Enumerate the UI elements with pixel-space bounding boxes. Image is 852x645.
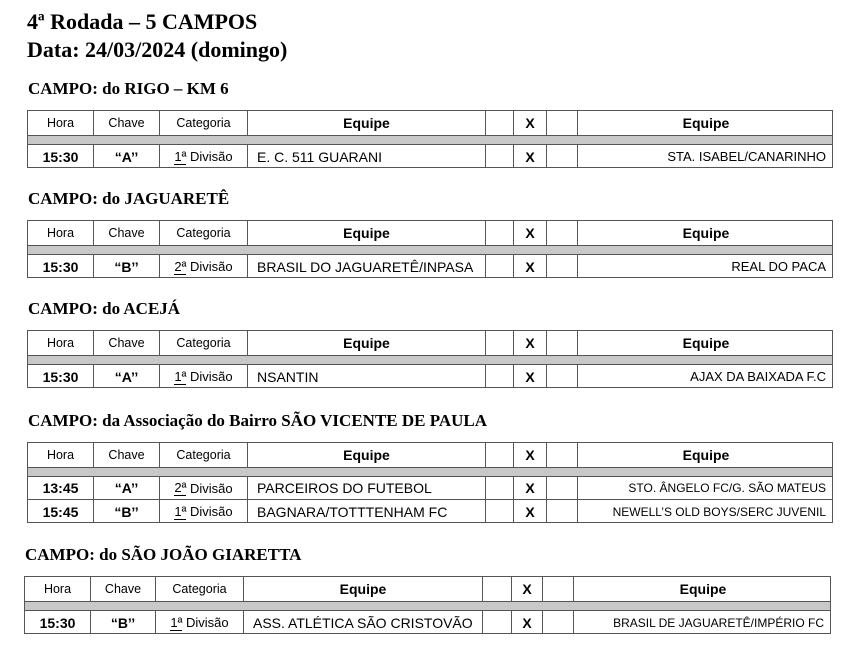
separator-band xyxy=(28,245,832,255)
away-team: AJAX DA BAIXADA F.C xyxy=(690,369,826,384)
col-categoria-header: Categoria xyxy=(160,331,248,355)
col-equipe-header: Equipe xyxy=(248,111,486,135)
separator-band xyxy=(25,601,830,611)
match-category xyxy=(160,477,248,499)
away-score xyxy=(543,611,574,634)
col-categoria-header: Categoria xyxy=(160,221,248,245)
match-row xyxy=(28,500,832,523)
col-hora-header: Hora xyxy=(28,111,94,135)
match-group: “A’’ xyxy=(94,477,160,499)
match-row xyxy=(28,365,832,388)
home-score xyxy=(486,500,514,523)
home-score xyxy=(486,365,514,388)
category-division: Divisão xyxy=(190,504,233,519)
match-group: “B’’ xyxy=(94,255,160,278)
score-home-header xyxy=(486,331,514,355)
category-number: 1ª xyxy=(170,614,183,630)
separator-band xyxy=(28,135,832,145)
header-row xyxy=(28,331,832,355)
away-team: NEWELL’S OLD BOYS/SERC JUVENIL xyxy=(612,504,826,519)
col-equipe-header: Equipe xyxy=(248,221,486,245)
match-category xyxy=(160,365,248,388)
score-away-header xyxy=(543,577,574,601)
match-time: 15:30 xyxy=(28,255,94,278)
col-equipe2-header: Equipe xyxy=(682,115,730,131)
score-away-header xyxy=(547,331,578,355)
versus-mark: X xyxy=(514,255,547,278)
campo-title: CAMPO: do JAGUARETÊ xyxy=(28,189,230,208)
versus-mark: X xyxy=(514,365,547,388)
away-score xyxy=(547,145,578,168)
match-time: 13:45 xyxy=(28,477,94,499)
versus-mark: X xyxy=(514,500,547,523)
match-table xyxy=(27,110,833,168)
score-home-header xyxy=(486,111,514,135)
versus-mark: X xyxy=(514,477,547,499)
match-row xyxy=(28,255,832,278)
match-time: 15:45 xyxy=(28,500,94,523)
home-team: BAGNARA/TOTTTENHAM FC xyxy=(248,500,486,523)
col-categoria-header: Categoria xyxy=(156,577,244,601)
match-group: “A’’ xyxy=(94,145,160,168)
col-equipe2-header: Equipe xyxy=(682,447,730,463)
col-x-header: X xyxy=(514,111,547,135)
col-equipe2-header: Equipe xyxy=(679,581,727,597)
score-away-header xyxy=(547,443,578,467)
away-team: BRASIL DE JAGUARETÊ/IMPÉRIO FC xyxy=(613,615,824,630)
match-category xyxy=(156,611,244,634)
score-home-header xyxy=(483,577,512,601)
match-category xyxy=(160,145,248,168)
col-x-header: X xyxy=(512,577,543,601)
col-equipe-header: Equipe xyxy=(248,331,486,355)
home-score xyxy=(486,145,514,168)
match-group: “A’’ xyxy=(94,365,160,388)
home-team: ASS. ATLÉTICA SÃO CRISTOVÃO xyxy=(244,611,483,634)
col-x-header: X xyxy=(514,331,547,355)
match-row xyxy=(28,145,832,168)
separator-band xyxy=(28,467,832,477)
match-group: “B’’ xyxy=(91,611,156,634)
match-category xyxy=(160,255,248,278)
match-row xyxy=(25,611,830,634)
versus-mark: X xyxy=(514,145,547,168)
campo-title: CAMPO: do RIGO – KM 6 xyxy=(28,79,229,98)
match-group: “B’’ xyxy=(94,500,160,523)
col-x-header: X xyxy=(514,221,547,245)
col-equipe-header: Equipe xyxy=(244,577,483,601)
category-number: 1ª xyxy=(174,368,187,384)
home-team: E. C. 511 GUARANI xyxy=(248,145,486,168)
versus-mark: X xyxy=(512,611,543,634)
campo-title: CAMPO: do SÃO JOÃO GIARETTA xyxy=(25,545,302,564)
col-chave-header: Chave xyxy=(94,111,160,135)
campo-title: CAMPO: do ACEJÁ xyxy=(28,299,181,318)
match-table xyxy=(27,220,833,278)
col-hora-header: Hora xyxy=(28,443,94,467)
col-chave-header: Chave xyxy=(94,443,160,467)
home-team: NSANTIN xyxy=(248,365,486,388)
col-hora-header: Hora xyxy=(25,577,91,601)
category-number: 1ª xyxy=(174,148,187,164)
col-equipe2-header: Equipe xyxy=(682,225,730,241)
match-time: 15:30 xyxy=(25,611,91,634)
header-row xyxy=(28,111,832,135)
match-time: 15:30 xyxy=(28,145,94,168)
col-x-header: X xyxy=(514,443,547,467)
round-title: 4ª Rodada – 5 CAMPOS xyxy=(27,9,258,34)
col-categoria-header: Categoria xyxy=(160,111,248,135)
match-row xyxy=(28,477,832,500)
col-hora-header: Hora xyxy=(28,221,94,245)
category-number: 2ª xyxy=(174,480,187,495)
away-score xyxy=(547,255,578,278)
col-chave-header: Chave xyxy=(91,577,156,601)
col-chave-header: Chave xyxy=(94,331,160,355)
header-row xyxy=(28,221,832,245)
home-team: PARCEIROS DO FUTEBOL xyxy=(248,477,486,499)
away-score xyxy=(547,500,578,523)
date-title: Data: 24/03/2024 (domingo) xyxy=(27,37,288,62)
home-score xyxy=(486,477,514,499)
away-score xyxy=(547,365,578,388)
header-row xyxy=(25,577,830,601)
score-away-header xyxy=(547,111,578,135)
col-equipe-header: Equipe xyxy=(248,443,486,467)
match-table xyxy=(24,576,831,634)
match-table xyxy=(27,442,833,523)
score-home-header xyxy=(486,221,514,245)
campo-title: CAMPO: da Associação do Bairro SÃO VICENTE DE PAULA xyxy=(28,411,488,430)
col-categoria-header: Categoria xyxy=(160,443,248,467)
away-team: STO. ÂNGELO FC/G. SÃO MATEUS xyxy=(628,481,826,495)
away-team: REAL DO PACA xyxy=(731,259,826,274)
header-row xyxy=(28,443,832,467)
category-division: Divisão xyxy=(190,149,233,164)
col-hora-header: Hora xyxy=(28,331,94,355)
col-equipe2-header: Equipe xyxy=(682,335,730,351)
category-division: Divisão xyxy=(190,480,233,496)
away-team: STA. ISABEL/CANARINHO xyxy=(667,149,826,164)
home-score xyxy=(486,255,514,278)
col-chave-header: Chave xyxy=(94,221,160,245)
category-division: Divisão xyxy=(190,259,233,274)
category-number: 2ª xyxy=(174,258,187,274)
category-number: 1ª xyxy=(174,503,187,519)
match-time: 15:30 xyxy=(28,365,94,388)
separator-band xyxy=(28,355,832,365)
match-category xyxy=(160,500,248,523)
category-division: Divisão xyxy=(186,615,229,630)
category-division: Divisão xyxy=(190,369,233,384)
match-table xyxy=(27,330,833,388)
score-away-header xyxy=(547,221,578,245)
home-team: BRASIL DO JAGUARETÊ/INPASA xyxy=(248,255,486,278)
home-score xyxy=(483,611,512,634)
score-home-header xyxy=(486,443,514,467)
away-score xyxy=(547,477,578,499)
